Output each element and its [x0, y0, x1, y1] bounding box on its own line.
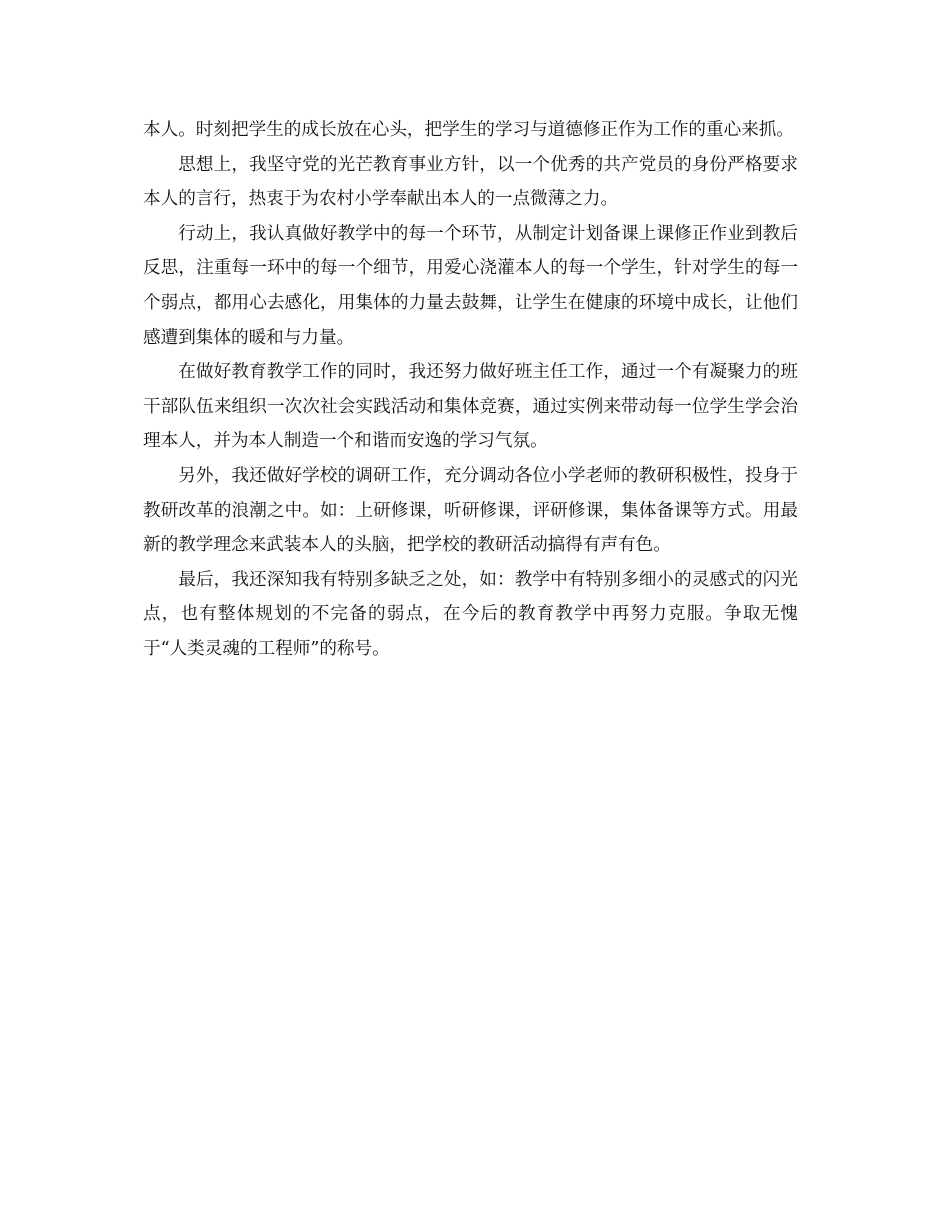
paragraph-4: 在做好教育教学工作的同时，我还努力做好班主任工作，通过一个有凝聚力的班干部队伍来组织一次次社会实践活动和集体竞赛，通过实例来带动每一位学生学会治理本人，并为本人制造一个和谐而安逸的学习气氛。 [143, 362, 798, 452]
paragraph-2: 思想上，我坚守党的光芒教育事业方针，以一个优秀的共产党员的身份严格要求本人的言行，热衷于为农村小学奉献出本人的一点微薄之力。 [143, 154, 798, 210]
paragraph-5: 另外，我还做好学校的调研工作，充分调动各位小学老师的教研积极性，投身于教研改革的浪潮之中。如：上研修课，听研修课，评研修课，集体备课等方式。用最新的教学理念来武装本人的头脑，把学校的教研活动搞得有声有色。 [143, 465, 798, 556]
document-body [143, 113, 798, 667]
paragraph-1: 本人。时刻把学生的成长放在心头，把学生的学习与道德修正作为工作的重心来抓。 [143, 120, 794, 140]
paragraph-6: 最后，我还深知我有特别多缺乏之处，如：教学中有特别多细小的灵感式的闪光点，也有整体规划的不完备的弱点，在今后的教育教学中再努力克服。争取无愧于“人类灵魂的工程师”的称号。 [143, 569, 798, 659]
paragraph-3: 行动上，我认真做好教学中的每一个环节，从制定计划备课上课修正作业到教后反思，注重每一环中的每一个细节，用爱心浇灌本人的每一个学生，针对学生的每一个弱点，都用心去感化，用集体的力量去鼓舞，让学生在健康的环境中成长，让他们感遭到集体的暖和与力量。 [143, 223, 798, 348]
